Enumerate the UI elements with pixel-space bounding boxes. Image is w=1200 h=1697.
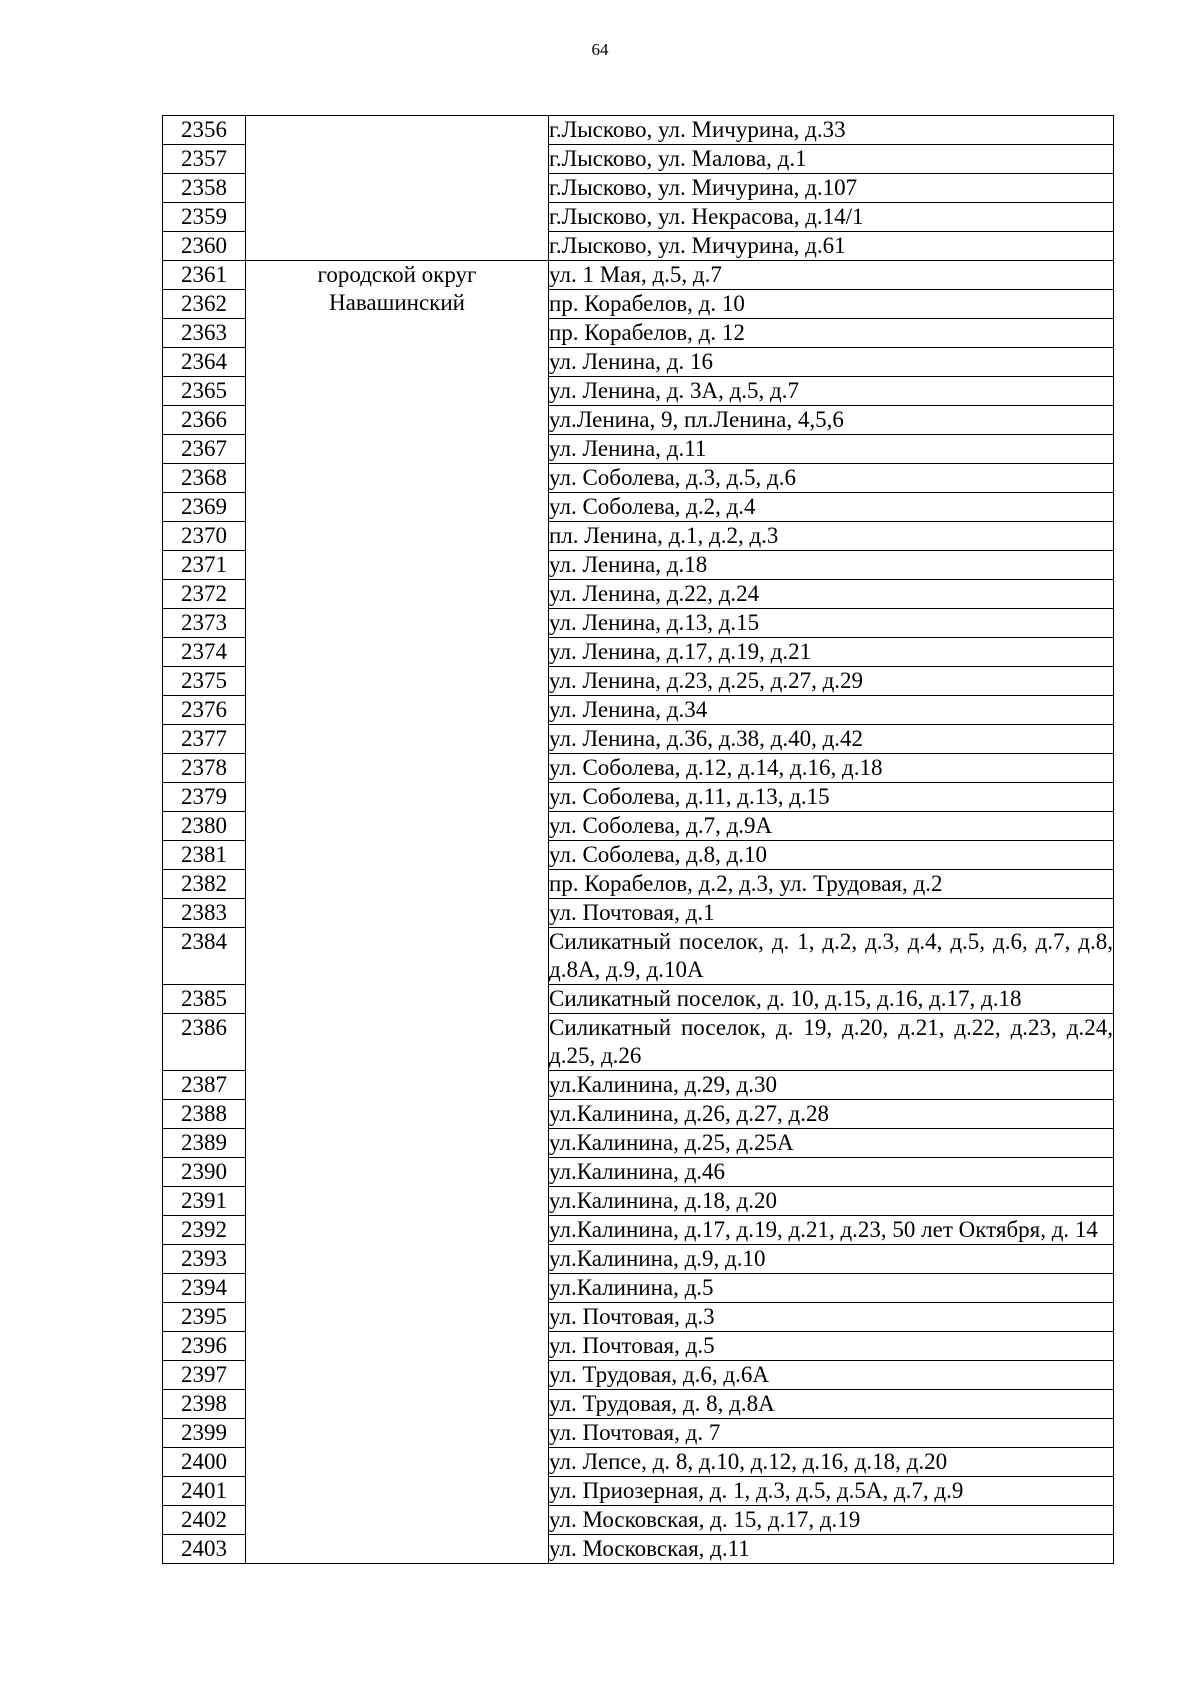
row-number: 2363 [163,319,246,348]
row-number: 2392 [163,1216,246,1245]
address-cell: ул. Московская, д.11 [549,1535,1114,1564]
address-cell: г.Лысково, ул. Мичурина, д.61 [549,232,1114,261]
row-number: 2387 [163,1071,246,1100]
address-cell: Силикатный поселок, д. 19, д.20, д.21, д.22, д.23, д.24, д.25, д.26 [549,1014,1114,1071]
row-number: 2386 [163,1014,246,1071]
row-number: 2375 [163,667,246,696]
row-number: 2364 [163,348,246,377]
address-cell: ул. Почтовая, д. 7 [549,1419,1114,1448]
row-number: 2366 [163,406,246,435]
address-cell: ул. Ленина, д.17, д.19, д.21 [549,638,1114,667]
row-number: 2400 [163,1448,246,1477]
row-number: 2402 [163,1506,246,1535]
row-number: 2393 [163,1245,246,1274]
address-cell: ул. 1 Мая, д.5, д.7 [549,261,1114,290]
address-cell: ул. Почтовая, д.3 [549,1303,1114,1332]
row-number: 2368 [163,464,246,493]
address-cell: ул. Приозерная, д. 1, д.3, д.5, д.5А, д.7, д.9 [549,1477,1114,1506]
row-number: 2377 [163,725,246,754]
address-cell: ул. Соболева, д.2, д.4 [549,493,1114,522]
row-number: 2365 [163,377,246,406]
row-number: 2394 [163,1274,246,1303]
row-number: 2384 [163,928,246,985]
address-cell: г.Лысково, ул. Мичурина, д.107 [549,174,1114,203]
address-cell: ул.Калинина, д.17, д.19, д.21, д.23, 50 лет Октября, д. 14 [549,1216,1114,1245]
address-cell: г.Лысково, ул. Некрасова, д.14/1 [549,203,1114,232]
row-number: 2373 [163,609,246,638]
address-cell: ул. Соболева, д.3, д.5, д.6 [549,464,1114,493]
row-number: 2391 [163,1187,246,1216]
row-number: 2367 [163,435,246,464]
row-number: 2396 [163,1332,246,1361]
row-number: 2371 [163,551,246,580]
address-cell: ул.Калинина, д.25, д.25А [549,1129,1114,1158]
address-cell: ул.Калинина, д.5 [549,1274,1114,1303]
district-name-line: Навашинский [329,290,465,315]
row-number: 2385 [163,985,246,1014]
address-cell: ул. Ленина, д. 16 [549,348,1114,377]
address-cell: ул. Трудовая, д. 8, д.8А [549,1390,1114,1419]
district-name-line: городской округ [317,262,477,287]
row-number: 2389 [163,1129,246,1158]
address-cell: ул. Почтовая, д.1 [549,899,1114,928]
address-cell: ул.Калинина, д.9, д.10 [549,1245,1114,1274]
address-cell: ул. Ленина, д.18 [549,551,1114,580]
table-row [163,116,1114,145]
address-cell: ул.Калинина, д.46 [549,1158,1114,1187]
address-cell: ул. Ленина, д.11 [549,435,1114,464]
row-number: 2403 [163,1535,246,1564]
address-cell: Силикатный поселок, д. 10, д.15, д.16, д.17, д.18 [549,985,1114,1014]
row-number: 2378 [163,754,246,783]
row-number: 2397 [163,1361,246,1390]
row-number: 2395 [163,1303,246,1332]
row-number: 2358 [163,174,246,203]
row-number: 2398 [163,1390,246,1419]
row-number: 2369 [163,493,246,522]
row-number: 2362 [163,290,246,319]
row-number: 2356 [163,116,246,145]
address-cell: пр. Корабелов, д.2, д.3, ул. Трудовая, д.2 [549,870,1114,899]
address-cell: ул. Соболева, д.7, д.9А [549,812,1114,841]
address-cell: ул. Ленина, д.22, д.24 [549,580,1114,609]
address-cell: Силикатный поселок, д. 1, д.2, д.3, д.4, д.5, д.6, д.7, д.8, д.8А, д.9, д.10А [549,928,1114,985]
address-cell: пл. Ленина, д.1, д.2, д.3 [549,522,1114,551]
row-number: 2359 [163,203,246,232]
address-cell: ул. Трудовая, д.6, д.6А [549,1361,1114,1390]
row-number: 2360 [163,232,246,261]
address-cell: ул. Ленина, д.36, д.38, д.40, д.42 [549,725,1114,754]
address-cell: ул. Соболева, д.8, д.10 [549,841,1114,870]
address-cell: ул. Московская, д. 15, д.17, д.19 [549,1506,1114,1535]
address-cell: ул.Ленина, 9, пл.Ленина, 4,5,6 [549,406,1114,435]
row-number: 2380 [163,812,246,841]
row-number: 2370 [163,522,246,551]
address-cell: ул. Ленина, д.34 [549,696,1114,725]
row-number: 2379 [163,783,246,812]
row-number: 2399 [163,1419,246,1448]
address-table [162,115,1114,1564]
row-number: 2381 [163,841,246,870]
address-table-body [163,116,1114,1564]
row-number: 2357 [163,145,246,174]
address-cell: ул. Соболева, д.11, д.13, д.15 [549,783,1114,812]
row-number: 2382 [163,870,246,899]
district-cell [246,116,549,261]
row-number: 2388 [163,1100,246,1129]
address-cell: ул. Соболева, д.12, д.14, д.16, д.18 [549,754,1114,783]
address-cell: г.Лысково, ул. Малова, д.1 [549,145,1114,174]
row-number: 2390 [163,1158,246,1187]
address-cell: ул. Ленина, д.23, д.25, д.27, д.29 [549,667,1114,696]
row-number: 2361 [163,261,246,290]
address-cell: ул.Калинина, д.26, д.27, д.28 [549,1100,1114,1129]
address-cell: ул.Калинина, д.18, д.20 [549,1187,1114,1216]
page-number: 64 [591,40,609,59]
row-number: 2401 [163,1477,246,1506]
address-cell: пр. Корабелов, д. 12 [549,319,1114,348]
row-number: 2376 [163,696,246,725]
address-cell: ул.Калинина, д.29, д.30 [549,1071,1114,1100]
address-cell: пр. Корабелов, д. 10 [549,290,1114,319]
address-cell: ул. Лепсе, д. 8, д.10, д.12, д.16, д.18, д.20 [549,1448,1114,1477]
address-cell: ул. Почтовая, д.5 [549,1332,1114,1361]
row-number: 2374 [163,638,246,667]
address-cell: ул. Ленина, д.13, д.15 [549,609,1114,638]
table-row [163,261,1114,290]
address-cell: г.Лысково, ул. Мичурина, д.33 [549,116,1114,145]
row-number: 2372 [163,580,246,609]
address-cell: ул. Ленина, д. 3А, д.5, д.7 [549,377,1114,406]
row-number: 2383 [163,899,246,928]
district-cell [246,261,549,1564]
